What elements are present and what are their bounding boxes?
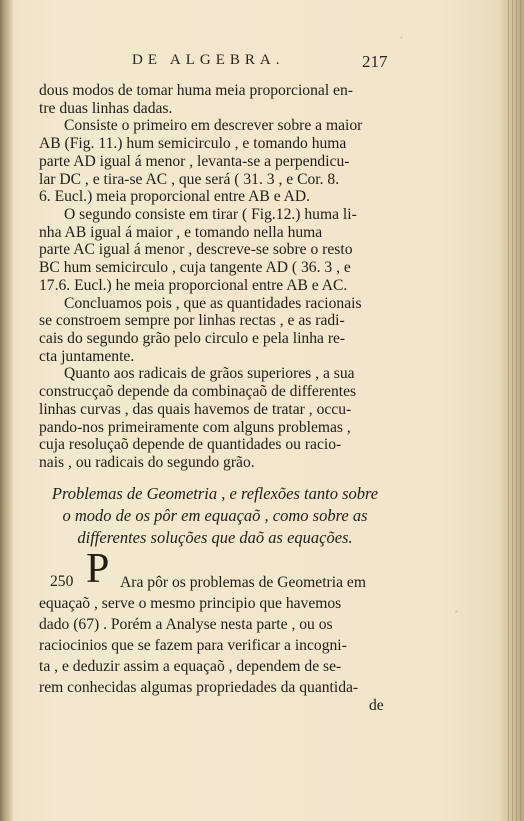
text-line: parte AD igual á menor , levanta-se a perpendicu- [39, 153, 350, 170]
page-number: 217 [362, 52, 388, 71]
text-line: Quanto aos radicais de grãos superiores , a sua [64, 365, 355, 382]
text-line: cta juntamente. [39, 348, 135, 365]
text-line: 17.6. Eucl.) he meia proporcional entre AB e AC. [39, 277, 348, 294]
page-edge [498, 0, 524, 821]
text-line: parte AC igual á menor , descreve-se sobre o resto [39, 241, 353, 258]
gutter-shadow [0, 0, 14, 821]
text-line: Consiste o primeiro em descrever sobre a maior [64, 117, 363, 134]
text-line: linhas curvas , das quais havemos de tratar , occu- [39, 401, 352, 418]
running-title: DE ALGEBRA. [132, 52, 285, 68]
text-line: dado (67) . Porém a Analyse nesta parte , ou os [39, 616, 333, 633]
text-line: cais do segundo grão pelo circulo e pela linha re- [39, 330, 346, 347]
text-line: O segundo consiste em tirar ( Fig.12.) huma li- [64, 206, 357, 223]
text-line: dous modos de tomar huma meia proporcional en- [39, 82, 353, 99]
text-line: construcçaõ depende da combinaçaõ de differentes [39, 383, 357, 400]
text-line: 6. Eucl.) meia proporcional entre AB e AD. [39, 188, 311, 205]
text-line: rem conhecidas algumas propriedades da quantida- [39, 679, 359, 696]
text-line: AB (Fig. 11.) hum semicirculo , e tomando huma [39, 135, 347, 152]
text-line: nais , ou radicais do segundo grão. [39, 454, 255, 471]
text-line: tre duas linhas dadas. [39, 100, 173, 117]
section-heading-line: o modo de os pôr em equaçaõ , como sobre as [62, 506, 368, 525]
text-line: pando-nos primeiramente com alguns problemas , [39, 419, 351, 436]
paper-spot [455, 610, 458, 613]
paper-spot [400, 36, 403, 39]
text-line: raciocinios que se fazem para verificar a incogni- [39, 637, 347, 654]
drop-cap: P [86, 546, 110, 592]
text-line: nha AB igual á maior , e tomando nella huma [39, 224, 323, 241]
section-heading-line: Problemas de Geometria , e reflexões tanto sobre [51, 484, 379, 503]
text-line: Ara pôr os problemas de Geometria em [120, 574, 366, 591]
paragraph-number: 250 [50, 573, 74, 590]
text-line: cuja resoluçaõ depende de quantidades ou racio- [39, 436, 342, 453]
catchword: de [369, 697, 384, 714]
text-line: BC hum semicirculo , cuja tangente AD ( 36. 3 , e [39, 259, 351, 276]
text-line: equaçaõ , serve o mesmo principio que havemos [39, 595, 342, 612]
text-line: Concluamos pois , que as quantidades racionais [64, 295, 362, 312]
text-line: se constroem sempre por linhas rectas , e as radi- [39, 312, 345, 329]
section-heading-line: differentes soluções que daõ as equações. [77, 528, 353, 547]
text-line: ta , e deduzir assim a equaçaõ , dependem de se- [39, 658, 342, 675]
text-line: lar DC , e tira-se AC , que será ( 31. 3 , e Cor. 8. [39, 171, 340, 188]
